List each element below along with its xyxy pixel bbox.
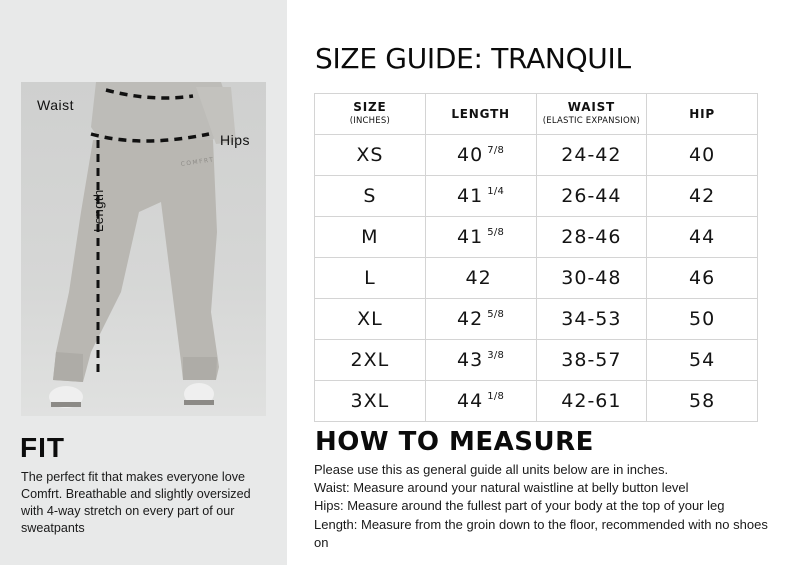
table-row [315, 258, 758, 299]
table-row [315, 217, 758, 258]
fit-title: FIT [20, 432, 65, 463]
table-row [315, 176, 758, 217]
cell-length [425, 381, 536, 422]
cell-length [425, 135, 536, 176]
table-row [315, 135, 758, 176]
cell-waist: 38-57 [536, 340, 647, 381]
cell-waist: 30-48 [536, 258, 647, 299]
header-waist [536, 94, 647, 135]
length-fraction: 3/8 [487, 350, 505, 361]
header-hip [647, 94, 758, 135]
header-label: LENGTH [451, 107, 510, 121]
header-size [315, 94, 426, 135]
size-guide-title: SIZE GUIDE: TRANQUIL [315, 42, 631, 75]
cell-waist: 34-53 [536, 299, 647, 340]
cell-hip: 46 [647, 258, 758, 299]
length-fraction: 7/8 [487, 145, 505, 156]
cell-length [425, 340, 536, 381]
length-whole: 42 [465, 267, 492, 289]
instruction-general: Please use this as general guide all units below are in inches. [314, 462, 669, 477]
product-photo [21, 82, 266, 416]
length-fraction: 1/4 [487, 186, 505, 197]
table-row [315, 340, 758, 381]
header-sublabel: (ELASTIC EXPANSION) [542, 116, 640, 126]
svg-text:COMFRT: COMFRT [180, 156, 215, 168]
table-row [315, 299, 758, 340]
how-to-measure-instructions [314, 461, 784, 552]
length-whole: 41 [457, 185, 484, 207]
cell-length [425, 299, 536, 340]
length-whole: 40 [457, 144, 484, 166]
cell-hip: 50 [647, 299, 758, 340]
size-table [314, 93, 758, 422]
table-row [315, 381, 758, 422]
length-fraction: 1/8 [487, 391, 505, 402]
header-label: SIZE [353, 100, 387, 114]
length-fraction: 5/8 [487, 227, 505, 238]
header-length [425, 94, 536, 135]
length-whole: 44 [457, 390, 484, 412]
length-fraction: 5/8 [487, 309, 505, 320]
cell-hip: 44 [647, 217, 758, 258]
cell-size: XS [315, 135, 426, 176]
header-label: WAIST [567, 100, 616, 114]
cell-size: S [315, 176, 426, 217]
hips-label: Hips [220, 132, 251, 148]
cell-size: L [315, 258, 426, 299]
waist-label: Waist [37, 97, 74, 113]
cell-size: XL [315, 299, 426, 340]
table-header-row [315, 94, 758, 135]
cell-length [425, 217, 536, 258]
length-whole: 43 [457, 349, 484, 371]
cell-length [425, 176, 536, 217]
header-sublabel: (INCHES) [349, 116, 390, 126]
cell-size: M [315, 217, 426, 258]
cell-waist: 26-44 [536, 176, 647, 217]
length-whole: 41 [457, 226, 484, 248]
fit-description: The perfect fit that makes everyone love Comfrt. Breathable and slightly oversized with 4-way stretch on every part of our sweatpants [21, 470, 251, 535]
instruction-length: Length: Measure from the groin down to the floor, recommended with no shoes on [314, 516, 768, 550]
length-whole: 42 [457, 308, 484, 330]
cell-waist: 24-42 [536, 135, 647, 176]
cell-hip: 40 [647, 135, 758, 176]
cell-waist: 28-46 [536, 217, 647, 258]
cell-hip: 42 [647, 176, 758, 217]
cell-waist: 42-61 [536, 381, 647, 422]
cell-hip: 58 [647, 381, 758, 422]
left-panel [0, 0, 287, 565]
cell-hip: 54 [647, 340, 758, 381]
header-label: HIP [689, 107, 715, 121]
cell-size: 3XL [315, 381, 426, 422]
how-to-measure-title: HOW TO MEASURE [315, 427, 594, 457]
instruction-hips: Hips: Measure around the fullest part of your body at the top of your leg [314, 498, 725, 514]
cell-length [425, 258, 536, 299]
length-label: Length [91, 189, 106, 232]
instruction-waist: Waist: Measure around your natural waistline at belly button level [314, 480, 689, 496]
cell-size: 2XL [315, 340, 426, 381]
